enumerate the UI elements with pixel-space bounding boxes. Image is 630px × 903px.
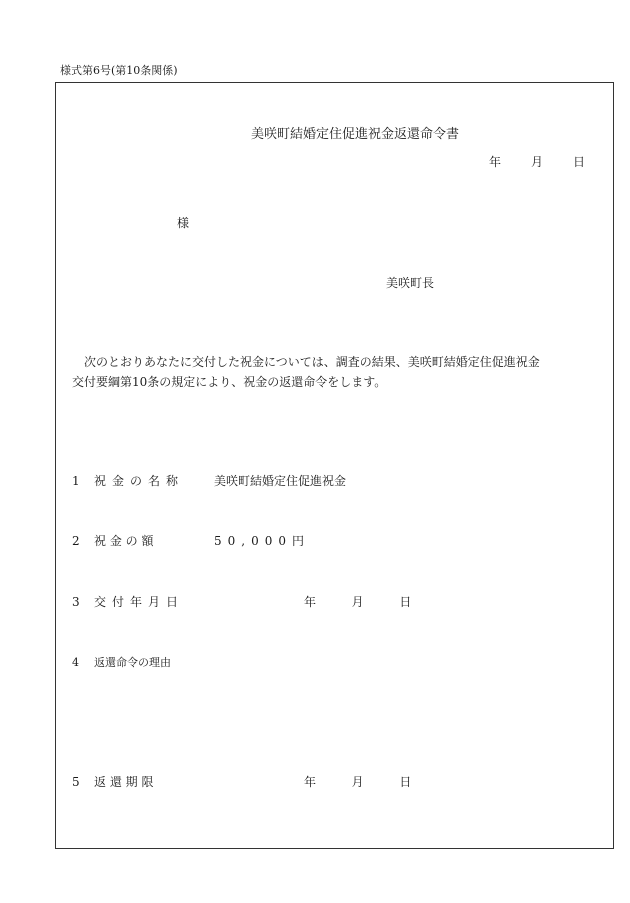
document-frame <box>55 82 614 849</box>
item-label: 交付年月日 <box>94 595 185 609</box>
body-line-2: 交付要綱第10条の規定により、祝金の返還命令をします。 <box>72 375 387 389</box>
item-date-month: 月 <box>351 595 364 609</box>
item-date-day: 日 <box>399 775 412 789</box>
body-line-1: 次のとおりあなたに交付した祝金については、調査の結果、美咲町結婚定住促進祝金 <box>72 355 540 369</box>
issuer: 美咲町長 <box>386 276 435 290</box>
document-title: 美咲町結婚定住促進祝金返還命令書 <box>251 127 460 142</box>
item-grant-name <box>72 472 346 489</box>
item-return-reason <box>72 654 171 670</box>
form-number: 様式第6号(第10条関係) <box>60 64 178 77</box>
item-number: 3 <box>72 595 80 609</box>
item-value: 50,000円 <box>214 534 310 548</box>
item-grant-amount <box>72 532 310 549</box>
item-label: 祝金の名称 <box>94 474 185 488</box>
item-date-month: 月 <box>351 775 364 789</box>
item-return-deadline <box>72 773 411 790</box>
issue-date <box>489 153 585 170</box>
item-label: 祝 金 の 額 <box>94 534 154 548</box>
item-date-year: 年 <box>304 775 317 789</box>
item-number: 4 <box>72 656 79 669</box>
item-number: 2 <box>72 534 80 548</box>
item-grant-date <box>72 593 411 610</box>
item-label: 返 還 期 限 <box>94 775 154 789</box>
item-date-year: 年 <box>304 595 317 609</box>
item-number: 1 <box>72 474 80 488</box>
item-number: 5 <box>72 775 80 789</box>
issue-date-month: 月 <box>530 155 543 169</box>
item-label: 返還命令の理由 <box>94 656 171 669</box>
addressee: 様 <box>177 216 190 230</box>
body-text <box>72 352 602 392</box>
item-date-day: 日 <box>399 595 412 609</box>
issue-date-year: 年 <box>488 155 501 169</box>
item-value: 美咲町結婚定住促進祝金 <box>214 474 347 488</box>
issue-date-day: 日 <box>572 155 585 169</box>
